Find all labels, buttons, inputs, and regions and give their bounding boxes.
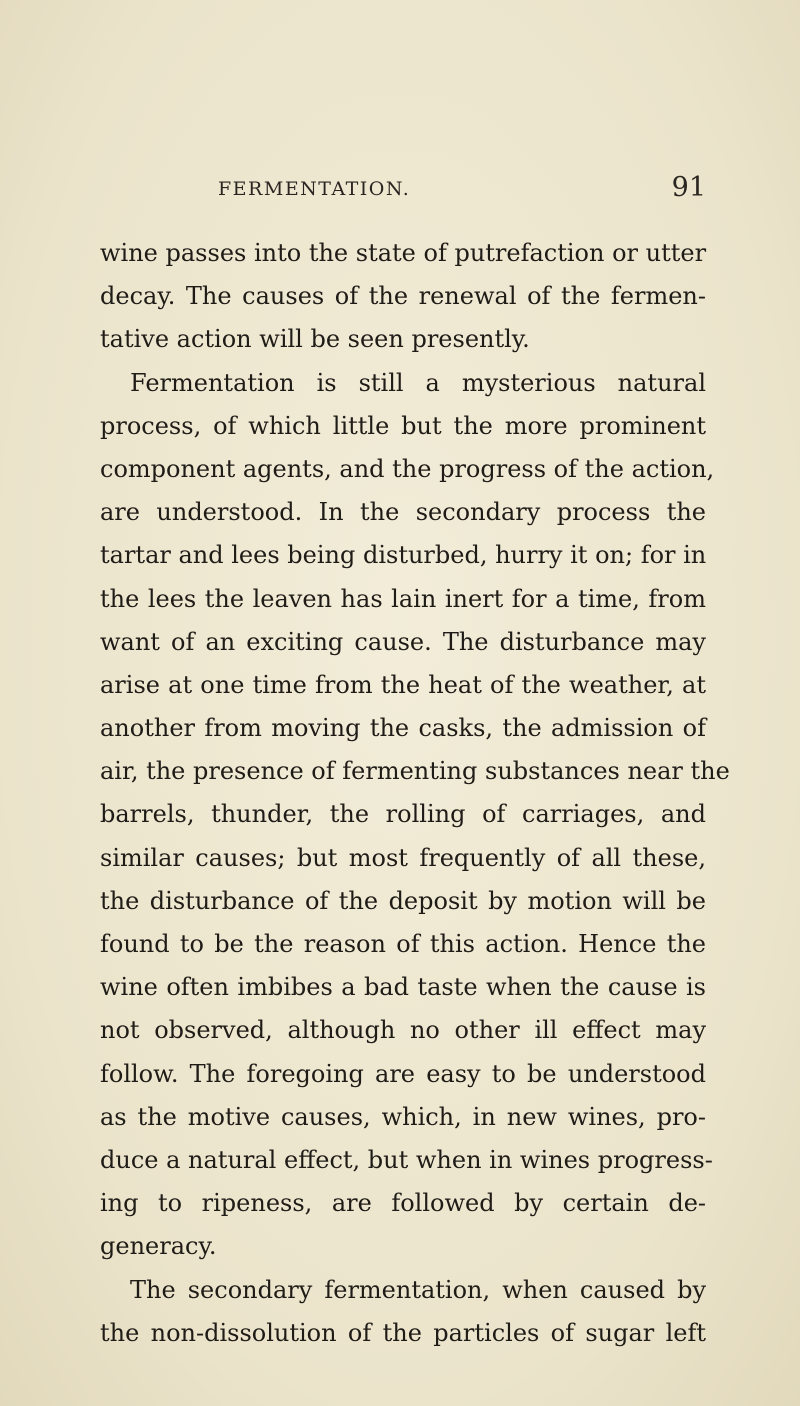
text-line: want of an exciting cause. The disturbance may [100, 627, 706, 656]
text-line: another from moving the casks, the admission of [100, 714, 706, 743]
text-line: process, of which little but the more prominent [100, 411, 706, 440]
text-line: ing to ripeness, are followed by certain de- [100, 1189, 706, 1218]
text-line: the disturbance of the deposit by motion will be [100, 886, 706, 915]
text-line: duce a natural effect, but when in wines progress- [100, 1145, 713, 1174]
text-line: arise at one time from the heat of the weather, at [100, 670, 706, 699]
text-line: similar causes; but most frequently of all these, [100, 843, 706, 872]
text-line: wine often imbibes a bad taste when the cause is [100, 973, 706, 1002]
text-line: not observed, although no other ill effect may [100, 1016, 706, 1045]
page-number: 91 [671, 172, 706, 203]
text-line: tartar and lees being disturbed, hurry it on; for in [100, 541, 707, 570]
body-text [100, 232, 730, 1355]
text-line: Fermentation is still a mysterious natural [130, 368, 706, 397]
page-header [218, 172, 706, 206]
text-line: barrels, thunder, the rolling of carriages, and [100, 800, 706, 829]
text-line: wine passes into the state of putrefaction or utter [100, 239, 707, 267]
text-line: tative action will be seen presently. [100, 325, 530, 354]
text-line: air, the presence of fermenting substances near the [100, 757, 730, 786]
text-line: generacy. [100, 1232, 217, 1261]
text-line: The secondary fermentation, when caused by [130, 1275, 706, 1304]
text-line: the lees the leaven has lain inert for a time, from [100, 584, 706, 613]
text-line: found to be the reason of this action. Hence the [100, 930, 706, 958]
text-line: as the motive causes, which, in new wines, pro- [100, 1102, 706, 1131]
text-line: follow. The foregoing are easy to be understood [100, 1059, 706, 1088]
running-title: FERMENTATION. [218, 178, 411, 200]
text-line: decay. The causes of the renewal of the fermen- [100, 282, 706, 311]
text-line: the non-dissolution of the particles of sugar left [100, 1318, 706, 1347]
text-line: component agents, and the progress of the action, [100, 454, 715, 483]
text-line: are understood. In the secondary process the [100, 498, 706, 527]
